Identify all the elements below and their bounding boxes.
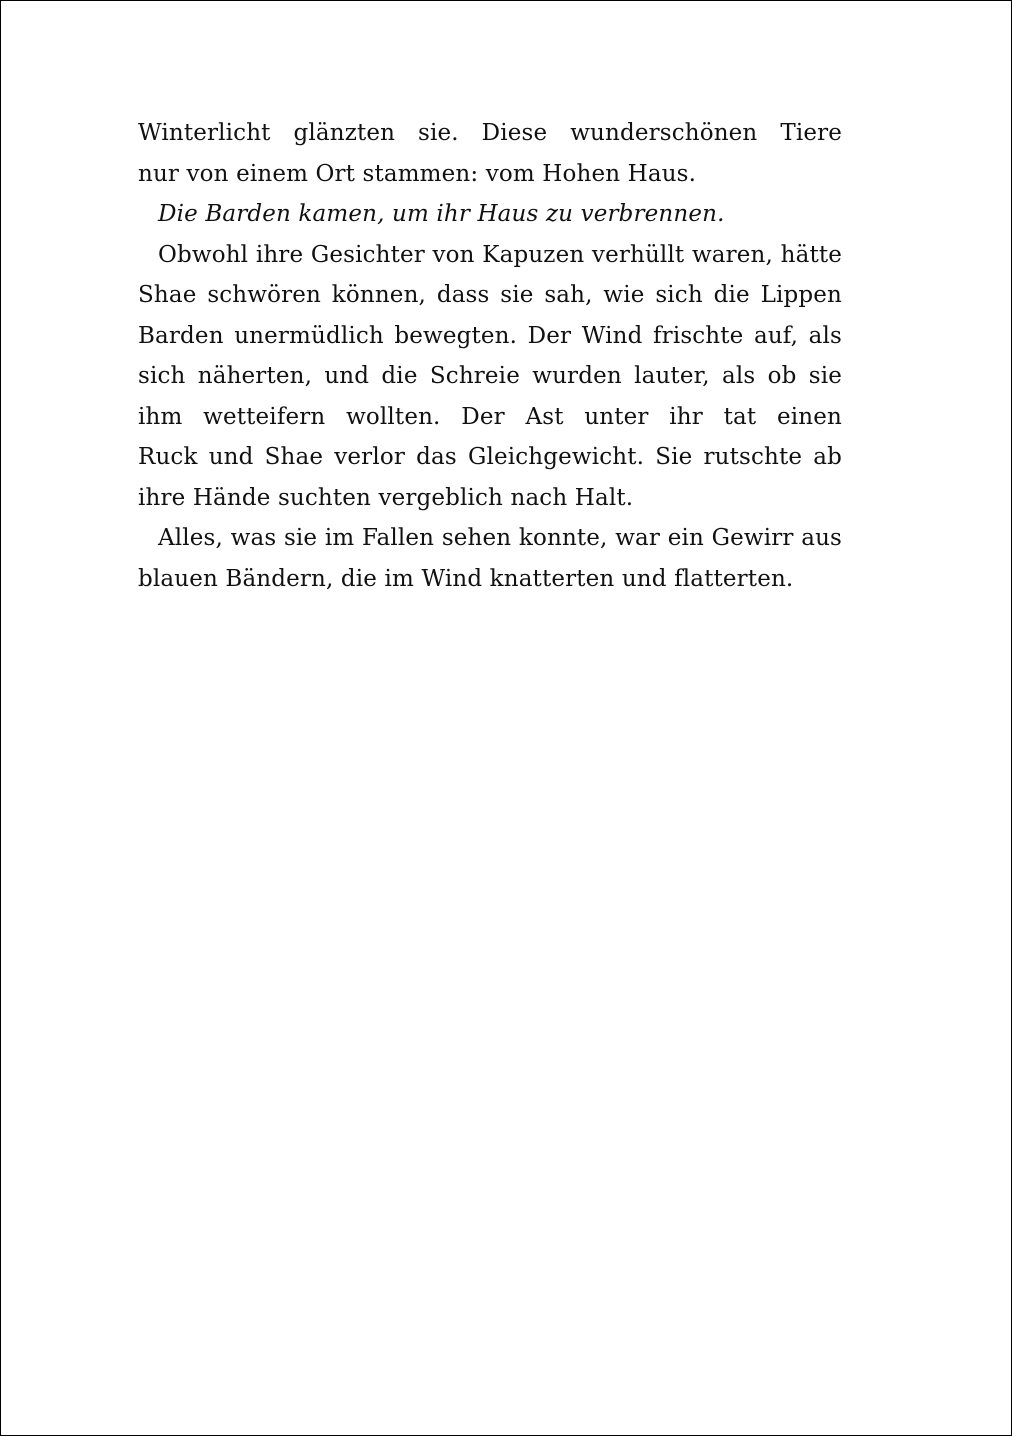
text-line: nur von einem Ort stammen: vom Hohen Haus. — [138, 160, 697, 187]
text-line: sich näherten, und die Schreie wurden lauter, als ob sie — [138, 363, 842, 389]
text-line: ihm wetteifern wollten. Der Ast unter ihr tat einen — [138, 403, 842, 430]
text-line: Winterlicht glänzten sie. Diese wunderschönen Tiere — [138, 120, 842, 146]
text-line: Shae schwören können, dass sie sah, wie sich die Lippen — [138, 282, 842, 308]
page-text — [138, 113, 842, 599]
text-line: Obwohl ihre Gesichter von Kapuzen verhüllt waren, hätte — [158, 241, 842, 268]
text-line: blauen Bändern, die im Wind knatterten und flatterten. — [138, 565, 794, 592]
text-line: ihre Hände suchten vergeblich nach Halt. — [138, 484, 634, 511]
text-line: Ruck und Shae verlor das Gleichgewicht. Sie rutschte ab — [138, 444, 842, 470]
italic-thought-line: Die Barden kamen, um ihr Haus zu verbrennen. — [158, 201, 725, 227]
text-line: Barden unermüdlich bewegten. Der Wind frischte auf, als — [138, 322, 842, 349]
text-line: Alles, was sie im Fallen sehen konnte, war ein Gewirr aus — [158, 525, 842, 551]
